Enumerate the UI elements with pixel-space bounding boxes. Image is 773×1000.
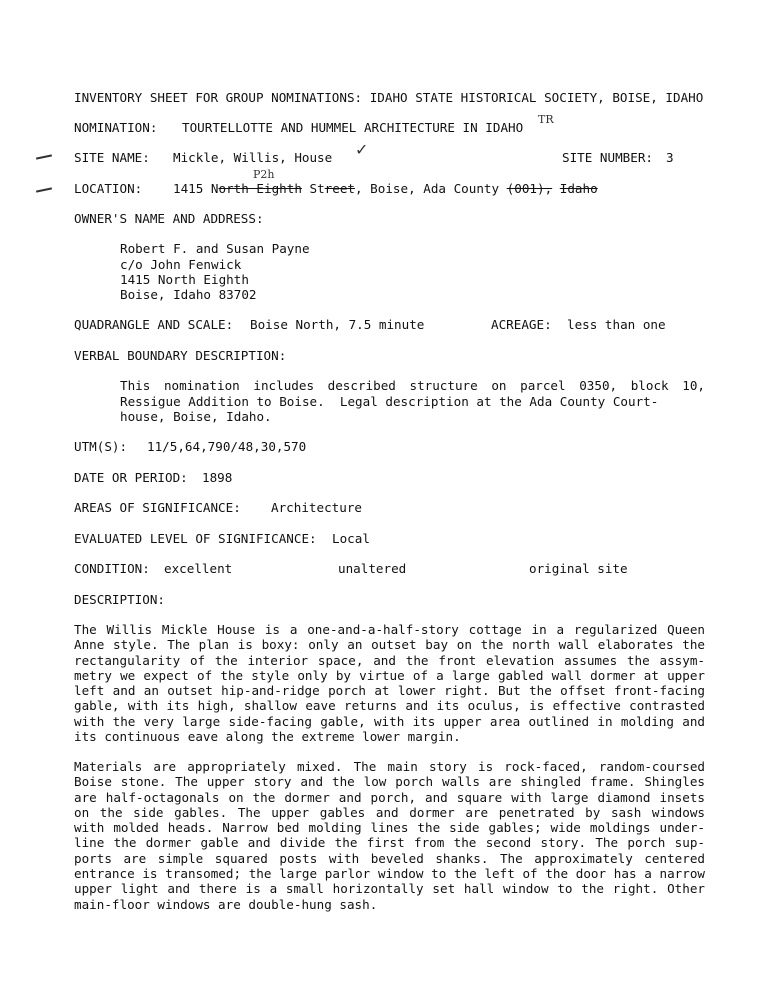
quadrangle-label: QUADRANGLE AND SCALE: — [74, 317, 234, 332]
description-line: The Willis Mickle House is a one-and-a-half-story cottage in a regularized Queen — [74, 622, 705, 637]
description-line: ports are simple squared posts with beveled shanks. The approximately centered — [74, 850, 705, 866]
description-line: are half-octagonals on the dormer and porch, and square with large diamond insets — [74, 789, 705, 805]
boundary-line: house, Boise, Idaho. — [120, 409, 272, 424]
description-paragraph-2 — [74, 759, 705, 912]
description-line: upper light and there is a small horizontally set hall window to the right. Other — [74, 881, 705, 897]
description-paragraph-1 — [74, 622, 705, 744]
owner-line: 1415 North Eighth — [120, 272, 249, 287]
utm-value: 11/5,64,790/48,30,570 — [147, 439, 307, 454]
description-line: metry we expect of the style only by virtue of a large gabled wall dormer at upper — [74, 667, 705, 683]
location-handwritten-note: P2h — [253, 168, 275, 181]
description-line: its continuous eave along the extreme lower margin. — [74, 729, 461, 745]
level-label: EVALUATED LEVEL OF SIGNIFICANCE: — [74, 531, 317, 546]
description-line: rectangularity of the interior space, and the front elevation assumes the assym- — [74, 652, 705, 668]
owner-label: OWNER'S NAME AND ADDRESS: — [74, 211, 264, 226]
utm-label: UTM(S): — [74, 439, 128, 454]
condition-value-2: unaltered — [338, 561, 407, 576]
acreage-value: less than one — [567, 317, 666, 332]
description-label: DESCRIPTION: — [74, 592, 165, 607]
location-label: LOCATION: — [74, 181, 143, 196]
date-label: DATE OR PERIOD: — [74, 470, 188, 485]
description-line: Anne style. The plan is boxy: only an outset bay on the north wall elaborates the — [74, 637, 705, 653]
checkmark-icon: ✓ — [355, 140, 369, 159]
description-line: gable, with its high, shallow eave returns and its oculus, is effective contrasted — [74, 698, 705, 714]
description-line: Materials are appropriately mixed. The main story is rock-faced, random-coursed — [74, 759, 705, 774]
condition-value-3: original site — [529, 561, 628, 576]
site-name-label: SITE NAME: — [74, 150, 150, 165]
nomination-label: NOMINATION: — [74, 120, 158, 135]
description-line: left and an outset hip-and-ridge porch at lower right. But the offset front-facing — [74, 683, 705, 699]
boundary-line: Ressigue Addition to Boise. Legal description at the Ada County Court- — [120, 394, 659, 409]
owner-line: Robert F. and Susan Payne — [120, 241, 310, 256]
description-line: main-floor windows are double-hung sash. — [74, 896, 378, 912]
owner-line: c/o John Fenwick — [120, 257, 242, 272]
quadrangle-value: Boise North, 7.5 minute — [250, 317, 425, 332]
margin-check-mark — [36, 187, 52, 192]
condition-value-1: excellent — [164, 561, 233, 576]
description-line: entrance is transomed; the large parlor window to the left of the door has a narrow — [74, 866, 705, 882]
sheet-header: INVENTORY SHEET FOR GROUP NOMINATIONS: IDAHO STATE HISTORICAL SOCIETY, BOISE, IDAHO — [74, 90, 704, 105]
areas-label: AREAS OF SIGNIFICANCE: — [74, 500, 241, 515]
condition-label: CONDITION: — [74, 561, 150, 576]
owner-line: Boise, Idaho 83702 — [120, 287, 257, 302]
site-number-label: SITE NUMBER: — [562, 150, 653, 165]
margin-check-mark — [36, 154, 52, 159]
nomination-handwritten-note: TR — [538, 113, 554, 126]
description-line: with molded heads. Narrow bed molding lines the side gables; wide moldings under- — [74, 820, 705, 836]
description-line: on the side gables. The upper gables and dormer are penetrated by sash windows — [74, 804, 705, 820]
site-name-value: Mickle, Willis, House — [173, 150, 333, 165]
site-number-value: 3 — [666, 150, 674, 165]
date-value: 1898 — [202, 470, 233, 485]
description-line: with the very large side-facing gable, with its upper area outlined in molding and — [74, 713, 705, 729]
description-line: line the dormer gable and divide the first from the second story. The porch sup- — [74, 835, 705, 851]
acreage-label: ACREAGE: — [491, 317, 552, 332]
location-value: 1415 North Eighth Street, Boise, Ada County (001), Idaho — [173, 181, 598, 196]
level-value: Local — [332, 531, 370, 546]
boundary-line: This nomination includes described structure on parcel 0350, block 10, — [120, 378, 705, 393]
boundary-label: VERBAL BOUNDARY DESCRIPTION: — [74, 348, 287, 363]
areas-value: Architecture — [271, 500, 362, 515]
description-line: Boise stone. The upper story and the low porch walls are shingled frame. Shingles — [74, 774, 705, 790]
nomination-value: TOURTELLOTTE AND HUMMEL ARCHITECTURE IN IDAHO — [182, 120, 524, 135]
